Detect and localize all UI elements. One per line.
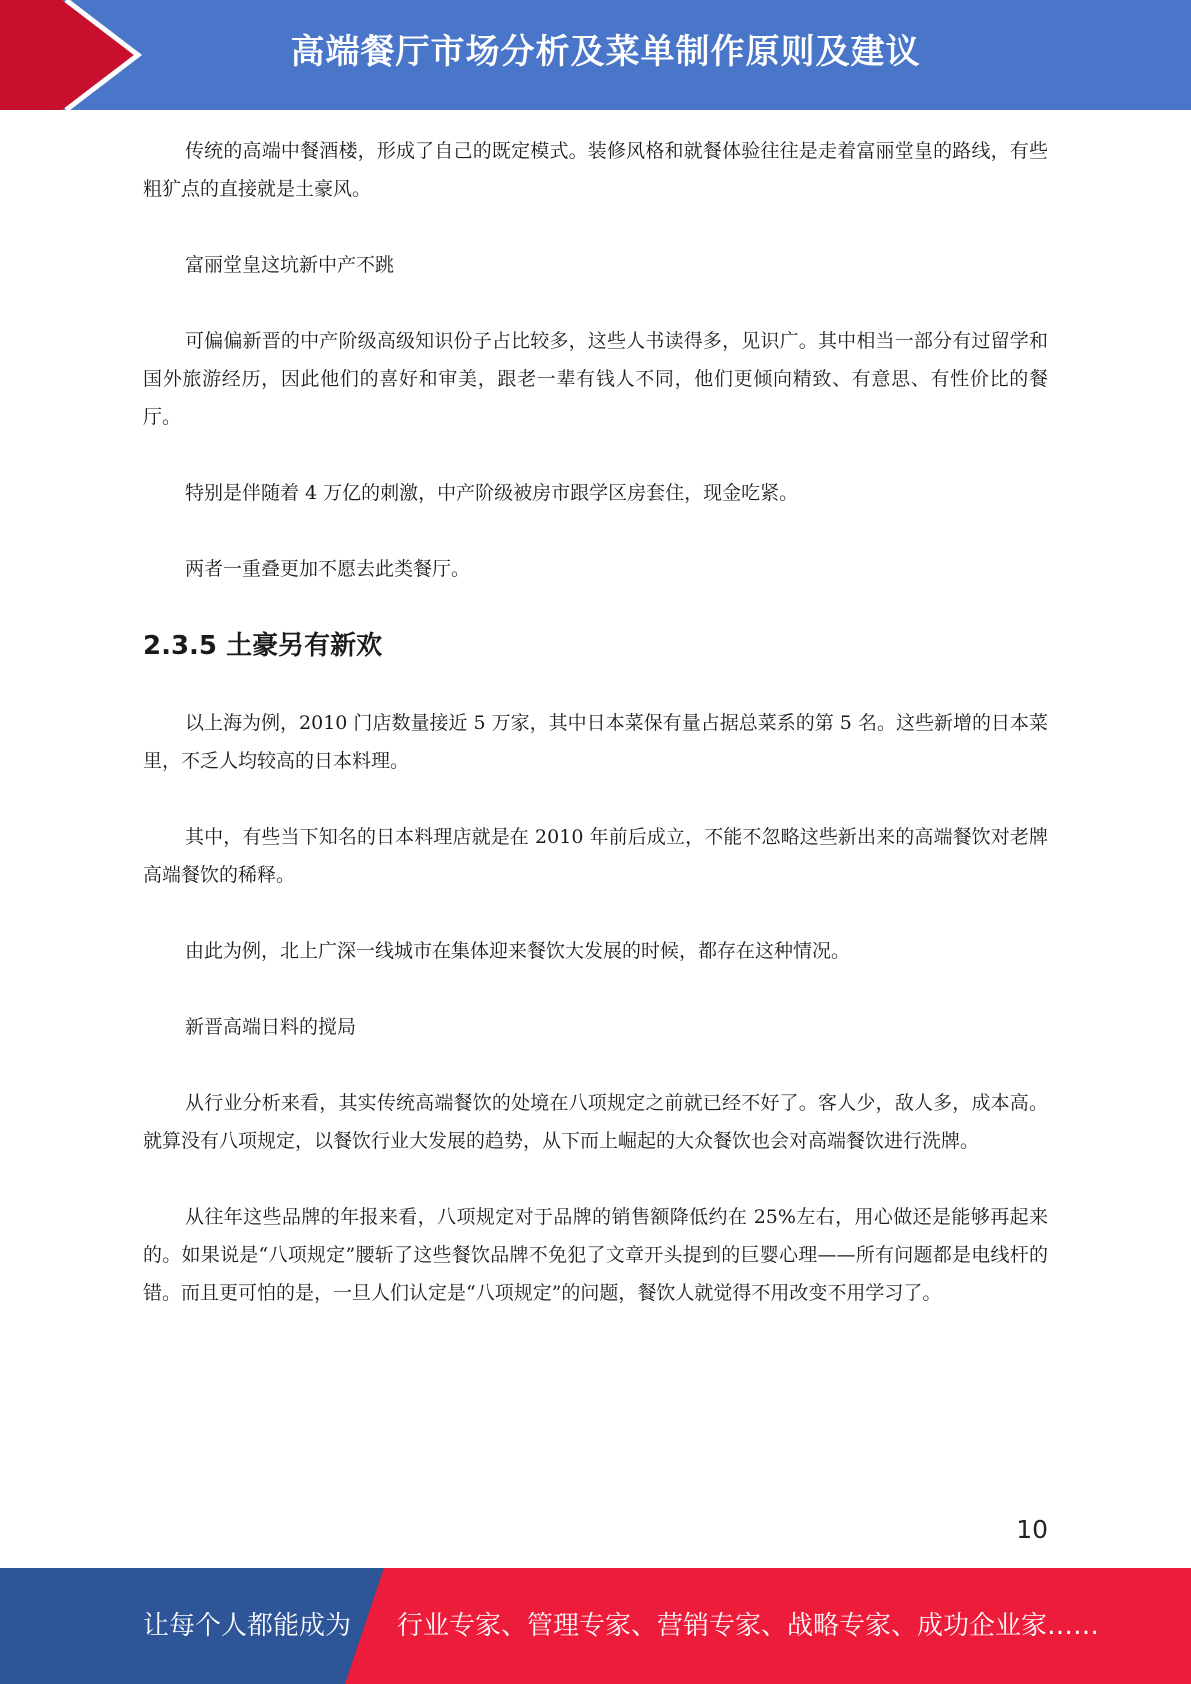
paragraph: 从行业分析来看，其实传统高端餐饮的处境在八项规定之前就已经不好了。客人少，敌人多，成本高。就算没有八项规定，以餐饮行业大发展的趋势，从下而上崛起的大众餐饮也会对高端餐饮进行洗牌。 [143,1092,1048,1152]
paragraph: 两者一重叠更加不愿去此类餐厅。 [185,558,471,580]
paragraph: 其中，有些当下知名的日本料理店就是在 2010 年前后成立，不能不忽略这些新出来的高端餐饮对老牌高端餐饮的稀释。 [143,826,1048,886]
document-title: 高端餐厅市场分析及菜单制作原则及建议 [290,32,921,72]
paragraph: 可偏偏新晋的中产阶级高级知识份子占比较多，这些人书读得多，见识广。其中相当一部分有过留学和国外旅游经历，因此他们的喜好和审美，跟老一辈有钱人不同，他们更倾向精致、有意思、有性价比的餐厅。 [143,330,1048,428]
footer-banner [0,1568,1191,1684]
footer-slogan: 让每个人都能成为 [143,1611,352,1641]
header-banner [0,0,1191,110]
document-body [143,132,1048,1350]
paragraph: 传统的高端中餐酒楼，形成了自己的既定模式。装修风格和就餐体验往往是走着富丽堂皇的路线，有些粗犷点的直接就是土豪风。 [143,140,1048,200]
footer-roles: 行业专家、管理专家、营销专家、战略专家、成功企业家…… [397,1611,1100,1641]
page-number: 10 [1016,1515,1048,1544]
paragraph: 以上海为例，2010 门店数量接近 5 万家，其中日本菜保有量占据总菜系的第 5 名。这些新增的日本菜里，不乏人均较高的日本料理。 [143,712,1048,772]
section-heading: 2.3.5 土豪另有新欢 [143,631,383,661]
paragraph: 从往年这些品牌的年报来看，八项规定对于品牌的销售额降低约在 25%左右，用心做还是能够再起来的。如果说是“八项规定”腰斩了这些餐饮品牌不免犯了文章开头提到的巨婴心理——所有问题都是电线杆的错。而且更可怕的是，一旦人们认定是“八项规定”的问题，餐饮人就觉得不用改变不用学习了。 [143,1206,1048,1304]
paragraph: 新晋高端日料的搅局 [185,1016,357,1038]
paragraph: 富丽堂皇这坑新中产不跳 [185,254,395,276]
paragraph: 由此为例，北上广深一线城市在集体迎来餐饮大发展的时候，都存在这种情况。 [185,940,851,962]
paragraph: 特别是伴随着 4 万亿的刺激，中产阶级被房市跟学区房套住，现金吃紧。 [185,482,799,504]
